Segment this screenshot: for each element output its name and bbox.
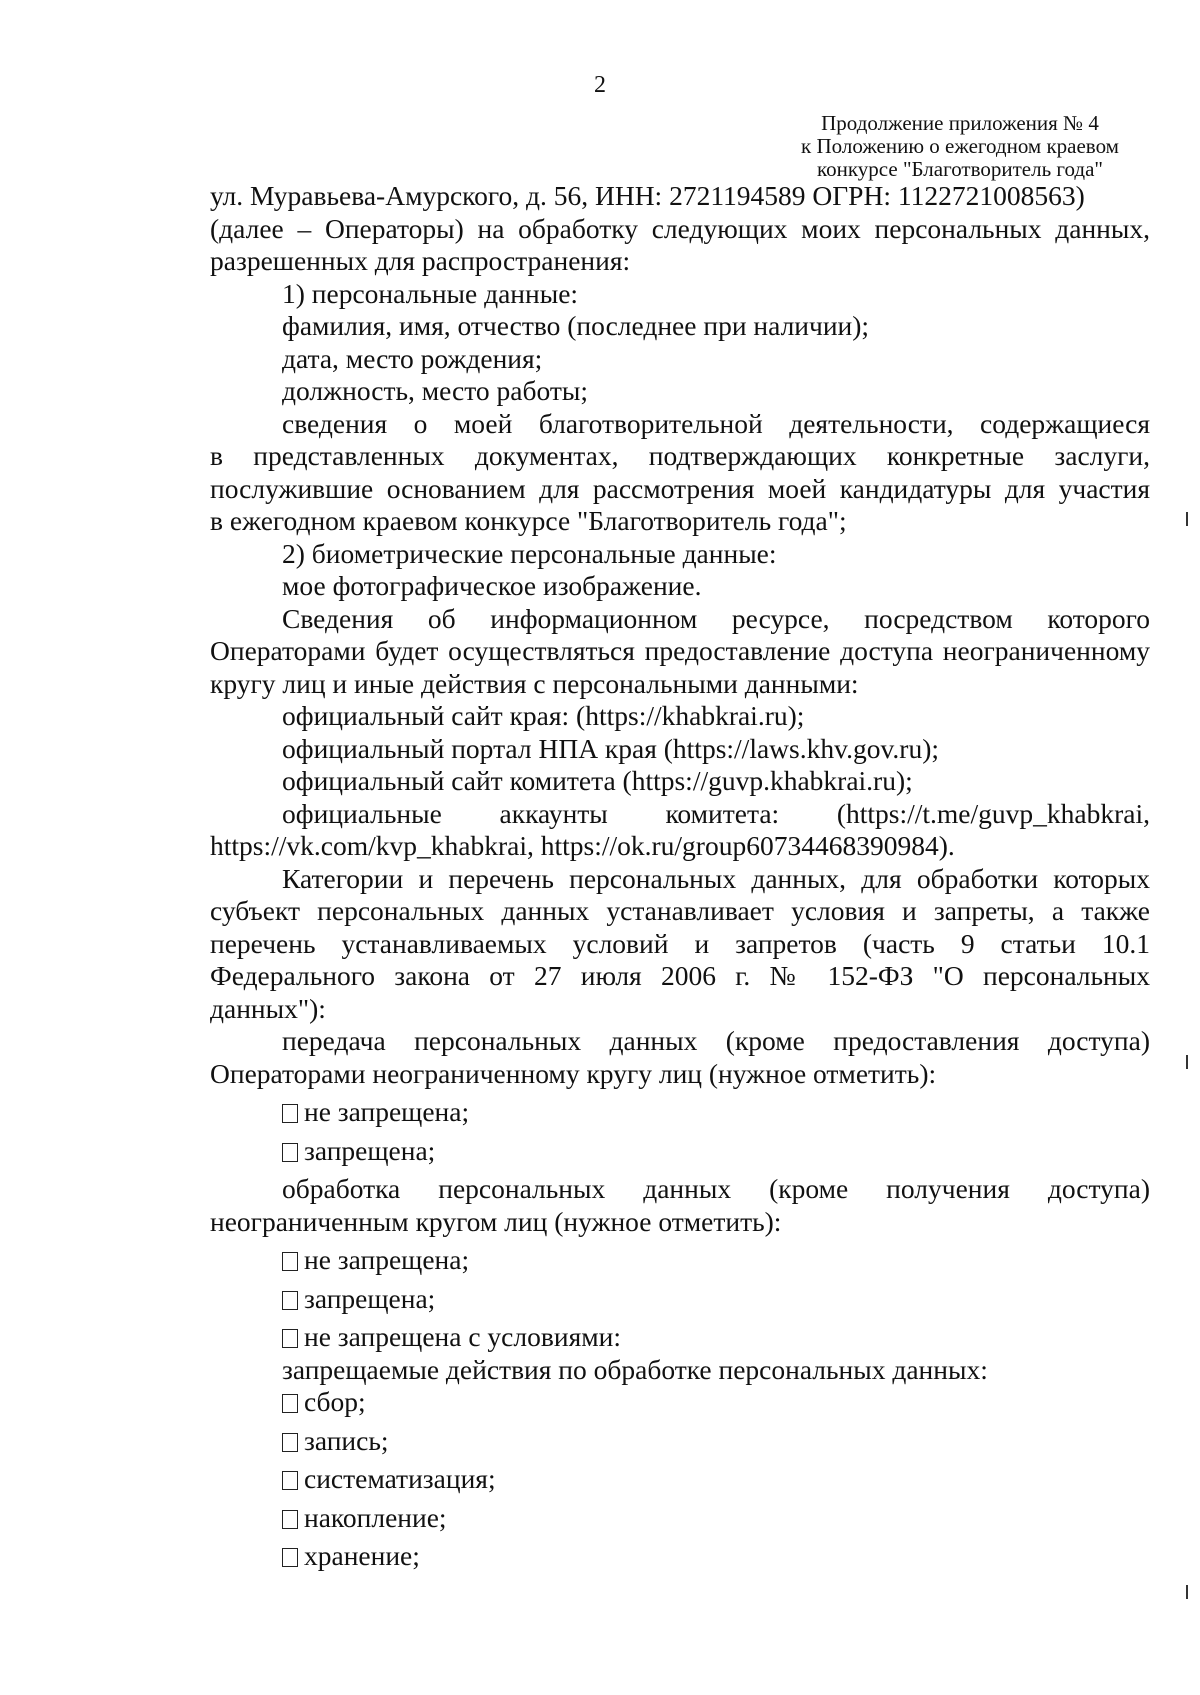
- checkbox-icon[interactable]: [282, 1329, 298, 1348]
- checkbox-icon[interactable]: [282, 1143, 298, 1162]
- checkbox-icon[interactable]: [282, 1252, 298, 1271]
- document-body: [210, 180, 1150, 1573]
- checkbox-option[interactable]: [210, 1386, 1150, 1419]
- text-line: 1) персональные данные:: [282, 277, 579, 309]
- checkbox-option[interactable]: [210, 1096, 1150, 1129]
- checkbox-label: запись;: [304, 1424, 389, 1456]
- checkbox-label: запрещена;: [304, 1134, 436, 1166]
- text-line: неограниченным кругом лиц (нужное отметить):: [210, 1205, 782, 1237]
- text-line: Операторами будет осуществляться предоставление доступа неограниченному: [210, 635, 1150, 666]
- text-line: Категории и перечень персональных данных, для обработки которых: [282, 862, 1150, 894]
- text-line: в ежегодном краевом конкурсе "Благотворитель года";: [210, 505, 847, 536]
- checkbox-label: хранение;: [304, 1540, 420, 1571]
- text-line: ул. Муравьева-Амурского, д. 56, ИНН: 2721194589 ОГРН: 1122721008563): [210, 180, 1085, 211]
- checkbox-label: запрещена;: [304, 1282, 436, 1314]
- text-line: данных"):: [210, 992, 326, 1024]
- checkbox-label: не запрещена с условиями:: [304, 1321, 621, 1352]
- scan-artifact-mark: [1186, 1055, 1188, 1069]
- text-line: https://vk.com/kvp_khabkrai, https://ok.ru/group60734468390984).: [210, 830, 955, 861]
- checkbox-label: сбор;: [304, 1386, 366, 1417]
- text-line: мое фотографическое изображение.: [282, 570, 702, 601]
- appendix-header: [760, 112, 1160, 181]
- checkbox-icon[interactable]: [282, 1471, 298, 1490]
- text-line: перечень устанавливаемых условий и запретов (часть 9 статьи 10.1: [210, 927, 1150, 959]
- text-line: Федерального закона от 27 июля 2006 г. № 152-ФЗ "О персональных: [210, 960, 1150, 991]
- checkbox-label: накопление;: [304, 1501, 447, 1533]
- checkbox-option[interactable]: [210, 1321, 1150, 1354]
- checkbox-option[interactable]: [210, 1425, 1150, 1458]
- checkbox-option[interactable]: [210, 1463, 1150, 1496]
- header-line: к Положению о ежегодном краевом: [801, 134, 1119, 158]
- checkbox-icon[interactable]: [282, 1291, 298, 1310]
- text-line: в представленных документах, подтверждающих конкретные заслуги,: [210, 440, 1150, 471]
- text-line: запрещаемые действия по обработке персональных данных:: [282, 1353, 988, 1385]
- checkbox-option[interactable]: [210, 1244, 1150, 1277]
- text-line: 2) биометрические персональные данные:: [282, 537, 777, 569]
- text-line: Сведения об информационном ресурсе, посредством которого: [282, 602, 1150, 634]
- checkbox-icon[interactable]: [282, 1394, 298, 1413]
- page-number: 2: [594, 72, 606, 98]
- text-line: Операторами неограниченному кругу лиц (нужное отметить):: [210, 1057, 937, 1089]
- text-line: обработка персональных данных (кроме получения доступа): [282, 1173, 1150, 1204]
- checkbox-label: не запрещена;: [304, 1096, 470, 1127]
- checkbox-option[interactable]: [210, 1135, 1150, 1168]
- text-line: (далее – Операторы) на обработку следующих моих персональных данных,: [210, 212, 1150, 244]
- checkbox-label: систематизация;: [304, 1463, 496, 1494]
- text-line: официальные аккаунты комитета: (https://t.me/guvp_khabkrai,: [282, 797, 1150, 829]
- checkbox-option[interactable]: [210, 1283, 1150, 1316]
- header-line: конкурсе "Благотворитель года": [817, 157, 1103, 181]
- header-line: Продолжение приложения № 4: [821, 111, 1099, 135]
- text-line: официальный портал НПА края (https://laws.khv.gov.ru);: [282, 732, 939, 764]
- text-line: должность, место работы;: [282, 375, 589, 406]
- checkbox-icon[interactable]: [282, 1548, 298, 1567]
- text-line: субъект персональных данных устанавливает условия и запреты, а также: [210, 895, 1150, 926]
- text-line: послужившие основанием для рассмотрения моей кандидатуры для участия: [210, 472, 1150, 504]
- checkbox-option[interactable]: [210, 1540, 1150, 1573]
- text-line: передача персональных данных (кроме предоставления доступа): [282, 1025, 1150, 1056]
- text-line: официальный сайт комитета (https://guvp.khabkrai.ru);: [282, 765, 913, 796]
- checkbox-label: не запрещена;: [304, 1244, 470, 1275]
- text-line: кругу лиц и иные действия с персональными данными:: [210, 667, 859, 699]
- text-line: сведения о моей благотворительной деятельности, содержащиеся: [282, 407, 1150, 439]
- text-line: дата, место рождения;: [282, 342, 543, 374]
- scan-artifact-mark: [1186, 512, 1188, 526]
- text-line: разрешенных для распространения:: [210, 245, 631, 276]
- checkbox-icon[interactable]: [282, 1433, 298, 1452]
- checkbox-option[interactable]: [210, 1502, 1150, 1535]
- scan-artifact-mark: [1186, 1585, 1188, 1599]
- text-line: фамилия, имя, отчество (последнее при наличии);: [282, 310, 870, 341]
- text-line: официальный сайт края: (https://khabkrai.ru);: [282, 700, 805, 731]
- checkbox-icon[interactable]: [282, 1104, 298, 1123]
- checkbox-icon[interactable]: [282, 1510, 298, 1529]
